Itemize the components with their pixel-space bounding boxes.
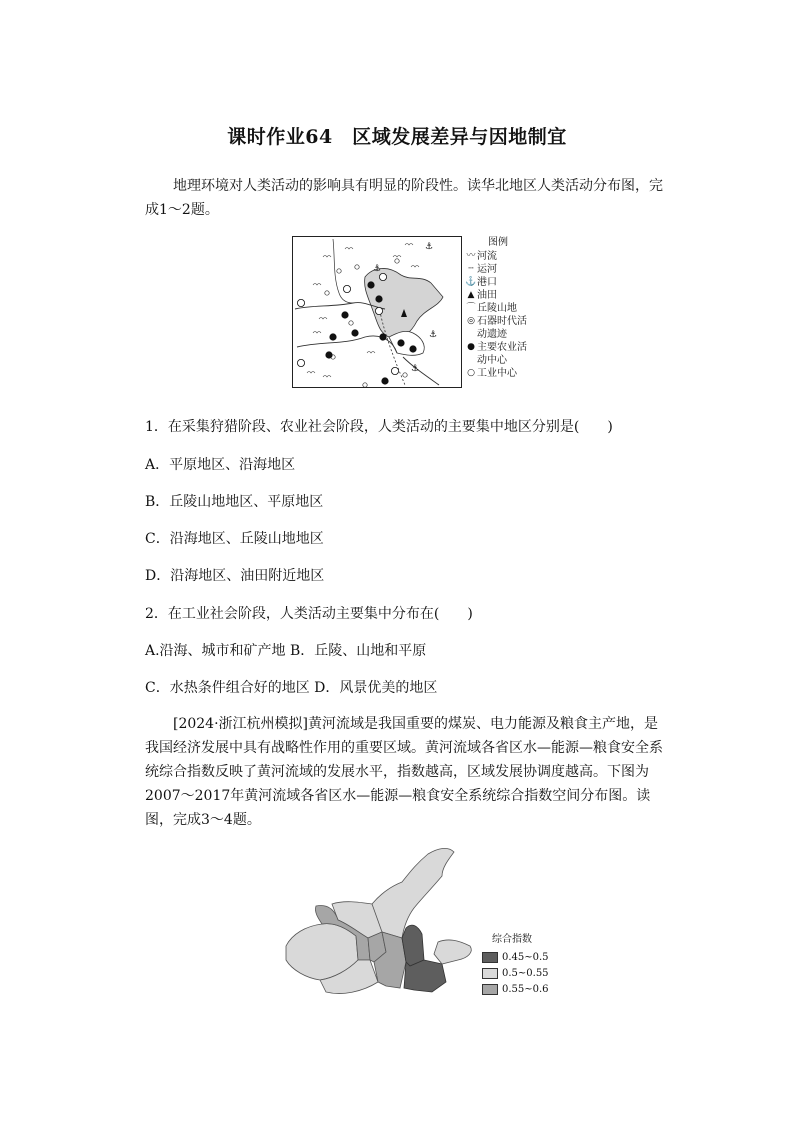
svg-text:⚓: ⚓ bbox=[425, 242, 434, 252]
legend-label: 港口 bbox=[477, 277, 497, 288]
legend-item-dark bbox=[482, 950, 549, 966]
legend-label: 主要农业活动中心 bbox=[477, 342, 527, 366]
open-circle-icon: ○ bbox=[467, 368, 475, 378]
canal-icon: ┄ bbox=[468, 264, 474, 274]
question-1-option-a: A．平原地区、沿海地区 bbox=[145, 457, 296, 473]
map-legend bbox=[465, 236, 531, 380]
legend-item-port bbox=[465, 276, 531, 289]
question-1-option-d: D．沿海地区、油田附近地区 bbox=[145, 568, 325, 584]
legend-label: 0.55~0.6 bbox=[502, 984, 549, 995]
intro-paragraph-2: [2024·浙江杭州模拟]黄河流域是我国重要的煤炭、电力能源及粮食主产地，是我国经济发展中具有战略性作用的重要区域。黄河流域各省区水—能源—粮食安全系统综合指数反映了黄河流域的发展水平，指数越高，区域发展协调度越高。下图为2007～2017年黄河流域各省区水—能源—粮食安全系统综合指数空间分布图。读图，完成3～4题。 bbox=[145, 716, 663, 828]
index-legend bbox=[482, 932, 549, 998]
legend-label: 石器时代活动遗迹 bbox=[477, 316, 527, 340]
legend-label: 油田 bbox=[477, 290, 497, 301]
svg-text:⚓: ⚓ bbox=[373, 264, 382, 274]
page-title: 课时作业64 区域发展差异与因地制宜 bbox=[227, 126, 567, 148]
svg-text:⚓: ⚓ bbox=[411, 364, 420, 374]
swatch-dark-icon bbox=[482, 952, 498, 963]
question-1-stem: 1．在采集狩猎阶段、农业社会阶段，人类活动的主要集中地区分别是( ) bbox=[145, 419, 613, 435]
swatch-medium-icon bbox=[482, 984, 498, 995]
legend-label: 0.45~0.5 bbox=[502, 952, 549, 963]
legend-title: 图例 bbox=[488, 237, 508, 248]
question-2-stem: 2．在工业社会阶段，人类活动主要集中分布在( ) bbox=[145, 606, 473, 622]
legend-label: 河流 bbox=[477, 251, 497, 262]
svg-text:⚓: ⚓ bbox=[429, 330, 438, 340]
oil-derrick-icon: ▲ bbox=[467, 290, 475, 300]
swatch-light-icon bbox=[482, 968, 498, 979]
legend-item-river bbox=[465, 250, 531, 263]
north-china-map-drawing bbox=[293, 237, 461, 387]
north-china-map bbox=[292, 236, 462, 388]
question-1-option-c: C．沿海地区、丘陵山地地区 bbox=[145, 531, 324, 547]
legend-item-stone-age bbox=[465, 315, 531, 341]
legend-item-canal bbox=[465, 263, 531, 276]
legend-item-industry bbox=[465, 367, 531, 380]
question-1-option-b: B．丘陵山地地区、平原地区 bbox=[145, 494, 324, 510]
legend-label: 丘陵山地 bbox=[477, 303, 517, 314]
figure-yellow-river-map bbox=[282, 842, 552, 1002]
legend-label: 工业中心 bbox=[477, 368, 517, 379]
legend-item-agriculture bbox=[465, 341, 531, 367]
intro-paragraph-1: 地理环境对人类活动的影响具有明显的阶段性。读华北地区人类活动分布图，完成1～2题。 bbox=[145, 178, 663, 218]
legend-item-hills bbox=[465, 302, 531, 315]
legend-label: 0.5~0.55 bbox=[502, 968, 549, 979]
yellow-river-provinces-map bbox=[282, 842, 482, 1002]
legend-item-medium bbox=[482, 982, 549, 998]
legend-item-oilfield bbox=[465, 289, 531, 302]
question-2-options-ab: A.沿海、城市和矿产地 B．丘陵、山地和平原 bbox=[145, 643, 427, 659]
figure-north-china-map bbox=[292, 236, 530, 388]
question-2-options-cd: C．水热条件组合好的地区 D．风景优美的地区 bbox=[145, 680, 438, 696]
anchor-icon: ⚓ bbox=[465, 277, 477, 287]
stone-age-site-icon: ◎ bbox=[467, 316, 475, 326]
legend-label: 运河 bbox=[477, 264, 497, 275]
legend-item-light bbox=[482, 966, 549, 982]
river-icon: 〰 bbox=[466, 251, 476, 261]
hill-icon: ⌒ bbox=[466, 303, 476, 313]
filled-circle-icon: ● bbox=[467, 342, 475, 352]
legend-title: 综合指数 bbox=[492, 934, 532, 945]
